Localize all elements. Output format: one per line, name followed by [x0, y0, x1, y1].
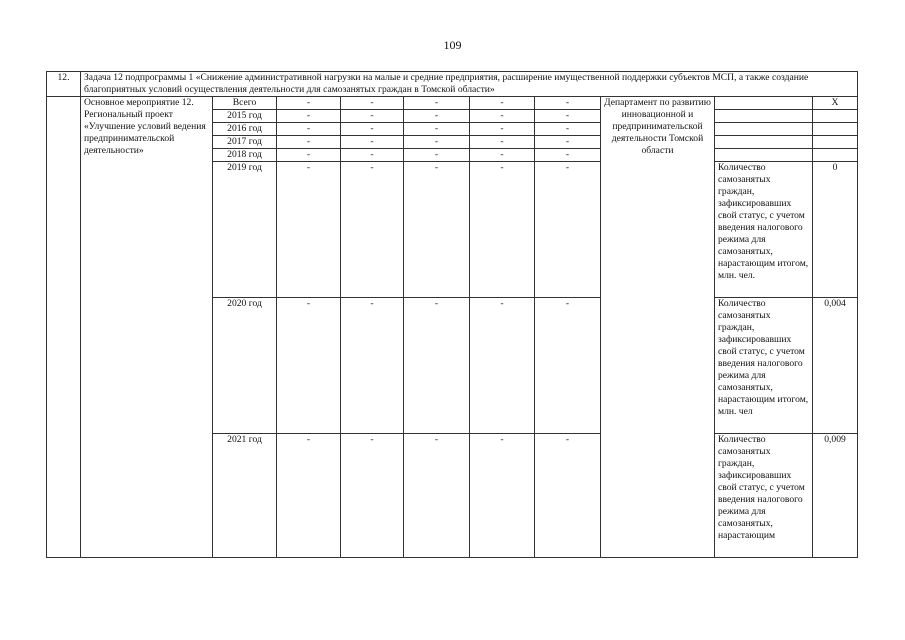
value-cell: - [341, 123, 404, 136]
value-cell: - [470, 434, 535, 558]
year-label: 2019 год [213, 162, 277, 298]
indicator-value [813, 136, 858, 149]
page-number: 109 [443, 38, 462, 52]
year-label: 2017 год [213, 136, 277, 149]
year-label: 2018 год [213, 149, 277, 162]
value-cell: - [535, 162, 601, 298]
indicator-value: X [813, 97, 858, 110]
value-cell: - [434, 434, 439, 445]
indicator-text: Количество самозанятых граждан, зафиксировавших свой статус, с учетом введения налогового режима для самозанятых, нарастающим итогом, млн. чел. [715, 162, 813, 298]
year-label: Всего [213, 97, 277, 110]
value-cell: - [341, 298, 404, 434]
task-number: 12. [47, 72, 81, 97]
program-table [46, 71, 858, 558]
indicator-value [813, 110, 858, 123]
year-label: 2021 год [213, 434, 277, 558]
activity-name: Основное мероприятие 12. Региональный проект «Улучшение условий ведения предпринимательской деятельности» [81, 97, 213, 558]
task-row [47, 72, 858, 97]
indicator-value [813, 123, 858, 136]
indicator-value: 0 [813, 162, 858, 298]
indicator-cell [715, 110, 813, 123]
value-cell: - [470, 110, 535, 123]
value-cell: - [535, 123, 601, 136]
indicator-value: 0,009 [813, 434, 858, 558]
value-cell: - [306, 162, 311, 173]
indicator-text: Количество самозанятых граждан, зафиксировавших свой статус, с учетом введения налогового режима для самозанятых, нарастающим [715, 434, 813, 558]
table-row [47, 97, 858, 110]
year-label: 2015 год [213, 110, 277, 123]
value-cell: - [277, 149, 341, 162]
executor: Департамент по развитию инновационной и предпринимательской деятельности Томской области [601, 97, 715, 558]
indicator-cell [715, 97, 813, 110]
task-title: Задача 12 подпрограммы 1 «Снижение административной нагрузки на малые и средние предприятия, расширение имущественной поддержки субъектов МСП, а также создание благоприятных условий осуществления деятельности для самозанятых граждан в Томской области» [81, 72, 858, 97]
value-cell: - [341, 97, 404, 110]
value-cell: - [535, 110, 601, 123]
value-cell: - [341, 162, 404, 298]
value-cell: - [535, 298, 601, 434]
year-label: 2020 год [213, 298, 277, 434]
value-cell: - [277, 136, 341, 149]
value-cell: - [434, 298, 439, 309]
value-cell: - [341, 110, 404, 123]
value-cell: - [404, 110, 470, 123]
year-label: 2016 год [213, 123, 277, 136]
indicator-value [813, 149, 858, 162]
value-cell: - [535, 434, 601, 558]
value-cell: - [535, 149, 601, 162]
value-cell: - [404, 162, 470, 298]
indicator-cell [715, 123, 813, 136]
indicator-value: 0,004 [813, 298, 858, 434]
value-cell: - [535, 97, 601, 110]
value-cell: - [404, 136, 470, 149]
value-cell: - [535, 136, 601, 149]
indicator-cell [715, 149, 813, 162]
indicator-cell [715, 136, 813, 149]
value-cell: - [470, 149, 535, 162]
value-cell: - [306, 298, 311, 309]
value-cell: - [277, 110, 341, 123]
value-cell: - [470, 136, 535, 149]
value-cell: - [404, 123, 470, 136]
value-cell: - [404, 97, 470, 110]
value-cell: - [341, 149, 404, 162]
value-cell: - [341, 136, 404, 149]
value-cell: - [341, 434, 404, 558]
value-cell: - [470, 123, 535, 136]
value-cell: - [277, 97, 341, 110]
value-cell: - [404, 149, 470, 162]
empty-number-cell [47, 97, 81, 558]
value-cell: - [306, 434, 311, 445]
value-cell: - [470, 298, 535, 434]
value-cell: - [470, 162, 535, 298]
value-cell: - [277, 123, 341, 136]
value-cell: - [470, 97, 535, 110]
indicator-text: Количество самозанятых граждан, зафиксировавших свой статус, с учетом введения налогового режима для самозанятых, нарастающим итогом, млн. чел [715, 298, 813, 434]
